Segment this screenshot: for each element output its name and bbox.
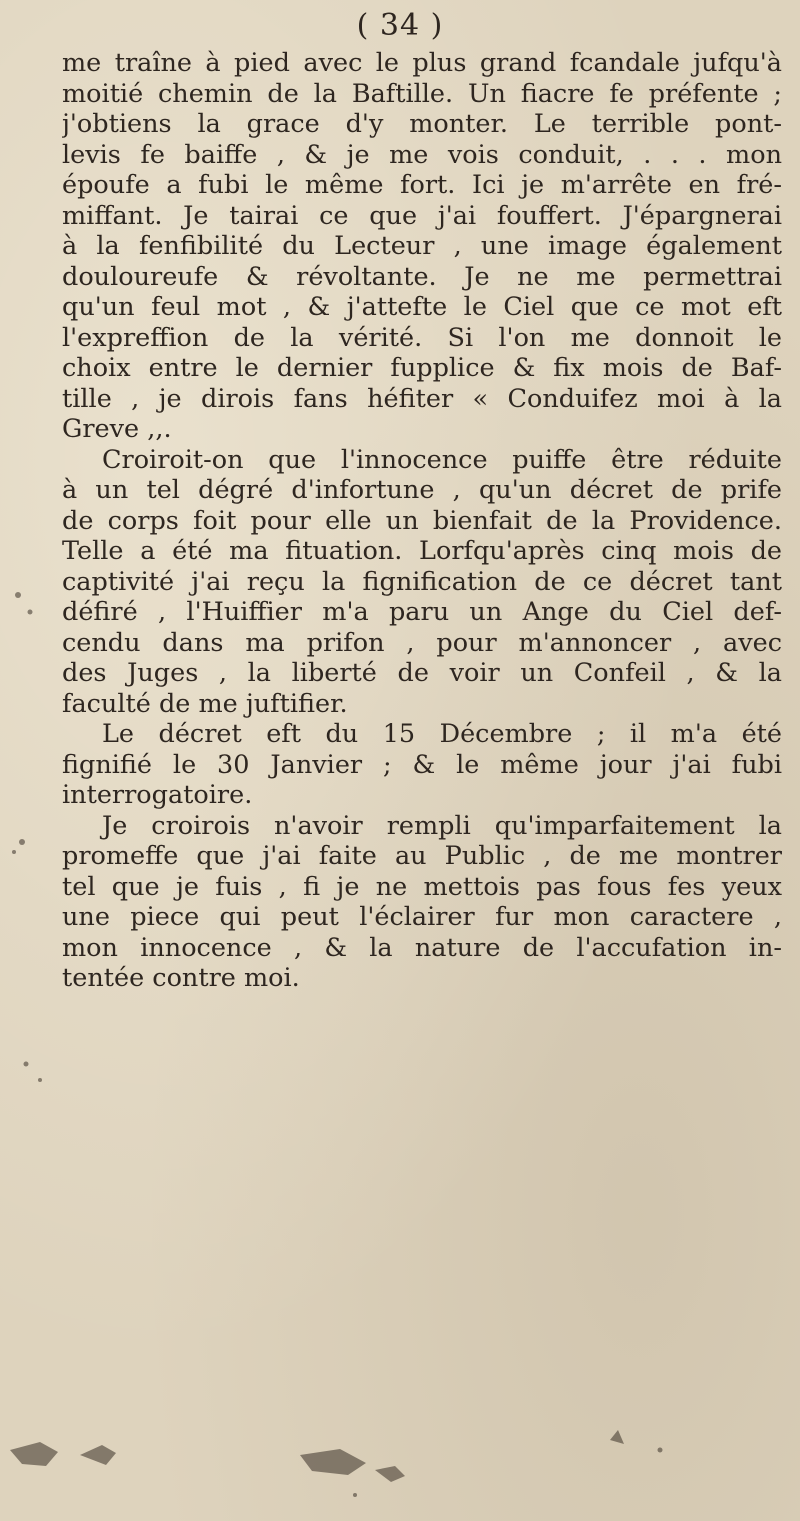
text-line: douloureufe & révoltante. Je ne me permettrai	[62, 261, 782, 292]
text-line: j'obtiens la grace d'y monter. Le terrible pont-	[62, 109, 782, 139]
text-line: moitié chemin de la Baftille. Un fiacre fe préfente ;	[62, 78, 782, 109]
text-line: de corps foit pour elle un bienfait de la Providence.	[62, 505, 782, 536]
text-line: Greve ,,.	[62, 414, 172, 444]
text-line: époufe a fubi le même fort. Ici je m'arrête en fré-	[62, 170, 782, 200]
text-line: choix entre le dernier fupplice & fix mois de Baf-	[62, 353, 782, 383]
text-line: cendu dans ma prifon , pour m'annoncer , avec	[62, 627, 782, 658]
text-line: à un tel dégré d'infortune , qu'un décret de prife	[62, 475, 782, 505]
paragraph-start-line: Je croirois n'avoir rempli qu'imparfaitement la	[102, 810, 782, 841]
text-line: Telle a été ma fituation. Lorfqu'après cinq mois de	[62, 536, 782, 566]
text-line: tentée contre moi.	[62, 963, 300, 993]
text-line: des Juges , la liberté de voir un Confeil , & la	[62, 658, 782, 688]
paragraph-start-line: Croiroit-on que l'innocence puiffe être réduite	[102, 444, 782, 475]
text-line: mon innocence , & la nature de l'accufation in-	[62, 932, 782, 963]
text-line: une piece qui peut l'éclairer fur mon caractere ,	[62, 902, 782, 932]
text-line: tel que je fuis , fi je ne mettois pas fous fes yeux	[62, 871, 782, 902]
text-line: me traîne à pied avec le plus grand fcandale jufqu'à	[62, 48, 782, 78]
text-line: défiré , l'Huiffier m'a paru un Ange du Ciel def-	[62, 597, 782, 627]
text-line: promeffe que j'ai faite au Public , de me montrer	[62, 841, 782, 871]
text-line: tille , je dirois fans héfiter « Conduifez moi à la	[62, 383, 782, 414]
text-line: miffant. Je tairai ce que j'ai fouffert. J'épargnerai	[62, 200, 782, 231]
text-line: à la fenfibilité du Lecteur , une image également	[62, 231, 782, 261]
text-line: levis fe baiffe , & je me vois conduit, . . . mon	[62, 139, 782, 170]
page-number: ( 34 )	[356, 8, 444, 43]
text-line: captivité j'ai reçu la fignification de ce décret tant	[62, 566, 782, 597]
text-line: l'expreffion de la vérité. Si l'on me donnoit le	[62, 322, 782, 353]
text-line: fignifié le 30 Janvier ; & le même jour j'ai fubi	[62, 749, 782, 780]
paragraph-start-line: Le décret eft du 15 Décembre ; il m'a été	[102, 719, 782, 749]
text-line: faculté de me juftifier.	[62, 688, 348, 719]
body-text	[62, 48, 782, 994]
text-line: interrogatoire.	[62, 780, 253, 810]
text-line: qu'un feul mot , & j'attefte le Ciel que ce mot eft	[62, 292, 782, 322]
